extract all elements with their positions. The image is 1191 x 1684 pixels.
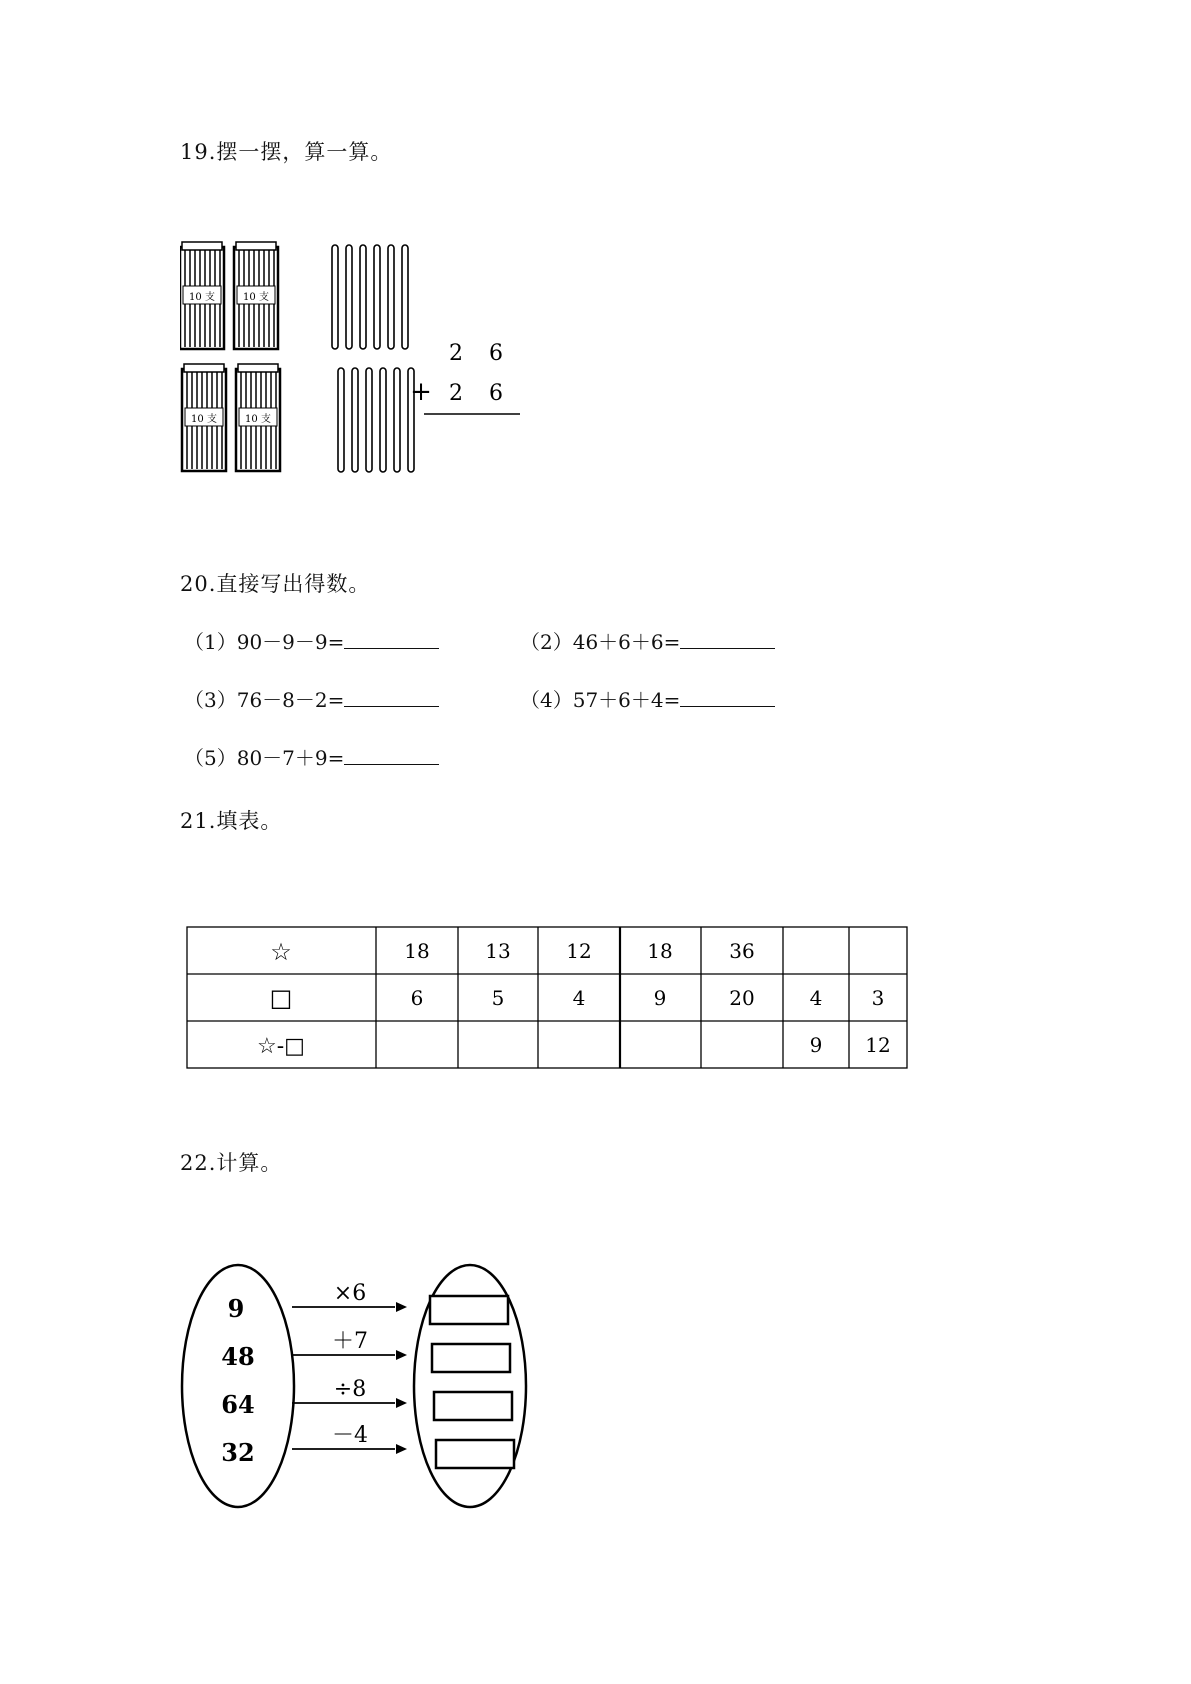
operation-label: ＋7 — [332, 1329, 368, 1354]
table-cell: 6 — [410, 986, 424, 1010]
bundle-4 — [236, 364, 280, 471]
bundle-label: 10 支 — [189, 292, 215, 303]
bundle-label: 10 支 — [245, 414, 271, 425]
bundle-1 — [180, 242, 224, 349]
q20-expression: （2）46＋6＋6= — [520, 630, 681, 654]
difference-header: ☆-□ — [257, 1034, 305, 1059]
bundle-label: 10 支 — [191, 414, 217, 425]
table-cell: 4 — [809, 986, 823, 1010]
answer-blank[interactable] — [680, 630, 775, 649]
table-cell: 13 — [485, 939, 511, 963]
operation-label: ×6 — [333, 1281, 367, 1306]
table-cell: 12 — [566, 939, 592, 963]
answer-box[interactable] — [436, 1440, 514, 1468]
q20-item-5 — [184, 742, 439, 771]
mapping-diagram — [180, 1258, 540, 1518]
q20-expression: （3）76－8－2= — [184, 688, 345, 712]
loose-sticks-bottom — [338, 368, 414, 472]
answer-blank[interactable] — [344, 630, 439, 649]
table-cell: 18 — [647, 939, 673, 963]
table-cell: 9 — [809, 1033, 823, 1057]
operation-label: －4 — [332, 1423, 368, 1448]
table-cell: 9 — [653, 986, 667, 1010]
input-number: 48 — [221, 1342, 255, 1371]
bundle-2 — [234, 242, 278, 349]
q19-title: 19.摆一摆，算一算。 — [180, 140, 393, 164]
table-cell: 12 — [865, 1033, 891, 1057]
input-number: 64 — [221, 1390, 255, 1419]
answer-blank[interactable] — [344, 688, 439, 707]
addend-1-tens: 2 — [449, 341, 463, 366]
stick-bundles-figure — [180, 240, 600, 500]
q20-expression: （4）57＋6＋4= — [520, 688, 681, 712]
q20-expression: （1）90－9－9= — [184, 630, 345, 654]
table-cell: 18 — [404, 939, 430, 963]
table-cell: 4 — [572, 986, 586, 1010]
addend-1-ones: 6 — [489, 341, 503, 366]
q20-expression: （5）80－7＋9= — [184, 746, 345, 770]
table-cell: 3 — [871, 986, 885, 1010]
q20-item-3 — [184, 684, 439, 713]
bundle-label: 10 支 — [243, 292, 269, 303]
fill-table — [186, 926, 916, 1076]
answer-box[interactable] — [432, 1344, 510, 1372]
addend-2-tens: 2 — [449, 381, 463, 406]
bundle-3 — [182, 364, 226, 471]
addend-2-ones: 6 — [489, 381, 503, 406]
star-header: ☆ — [270, 938, 292, 966]
q21-title: 21.填表。 — [180, 809, 283, 833]
table-cell: 20 — [729, 986, 755, 1010]
square-header: □ — [269, 984, 293, 1012]
q20-item-1 — [184, 626, 439, 655]
input-number: 9 — [227, 1294, 245, 1323]
answer-blank[interactable] — [344, 746, 439, 765]
input-number: 32 — [221, 1438, 255, 1467]
answer-box[interactable] — [430, 1296, 508, 1324]
answer-blank[interactable] — [680, 688, 775, 707]
operation-label: ÷8 — [333, 1377, 367, 1402]
vertical-addition — [410, 341, 520, 414]
q22-title: 22.计算。 — [180, 1151, 283, 1175]
loose-sticks-top — [332, 245, 408, 349]
answer-box[interactable] — [434, 1392, 512, 1420]
q20-item-2 — [520, 626, 775, 655]
table-cell: 36 — [729, 939, 755, 963]
q20-item-4 — [520, 684, 775, 713]
table-cell: 5 — [491, 986, 505, 1010]
q20-title: 20.直接写出得数。 — [180, 572, 371, 596]
plus-sign: + — [410, 377, 432, 407]
